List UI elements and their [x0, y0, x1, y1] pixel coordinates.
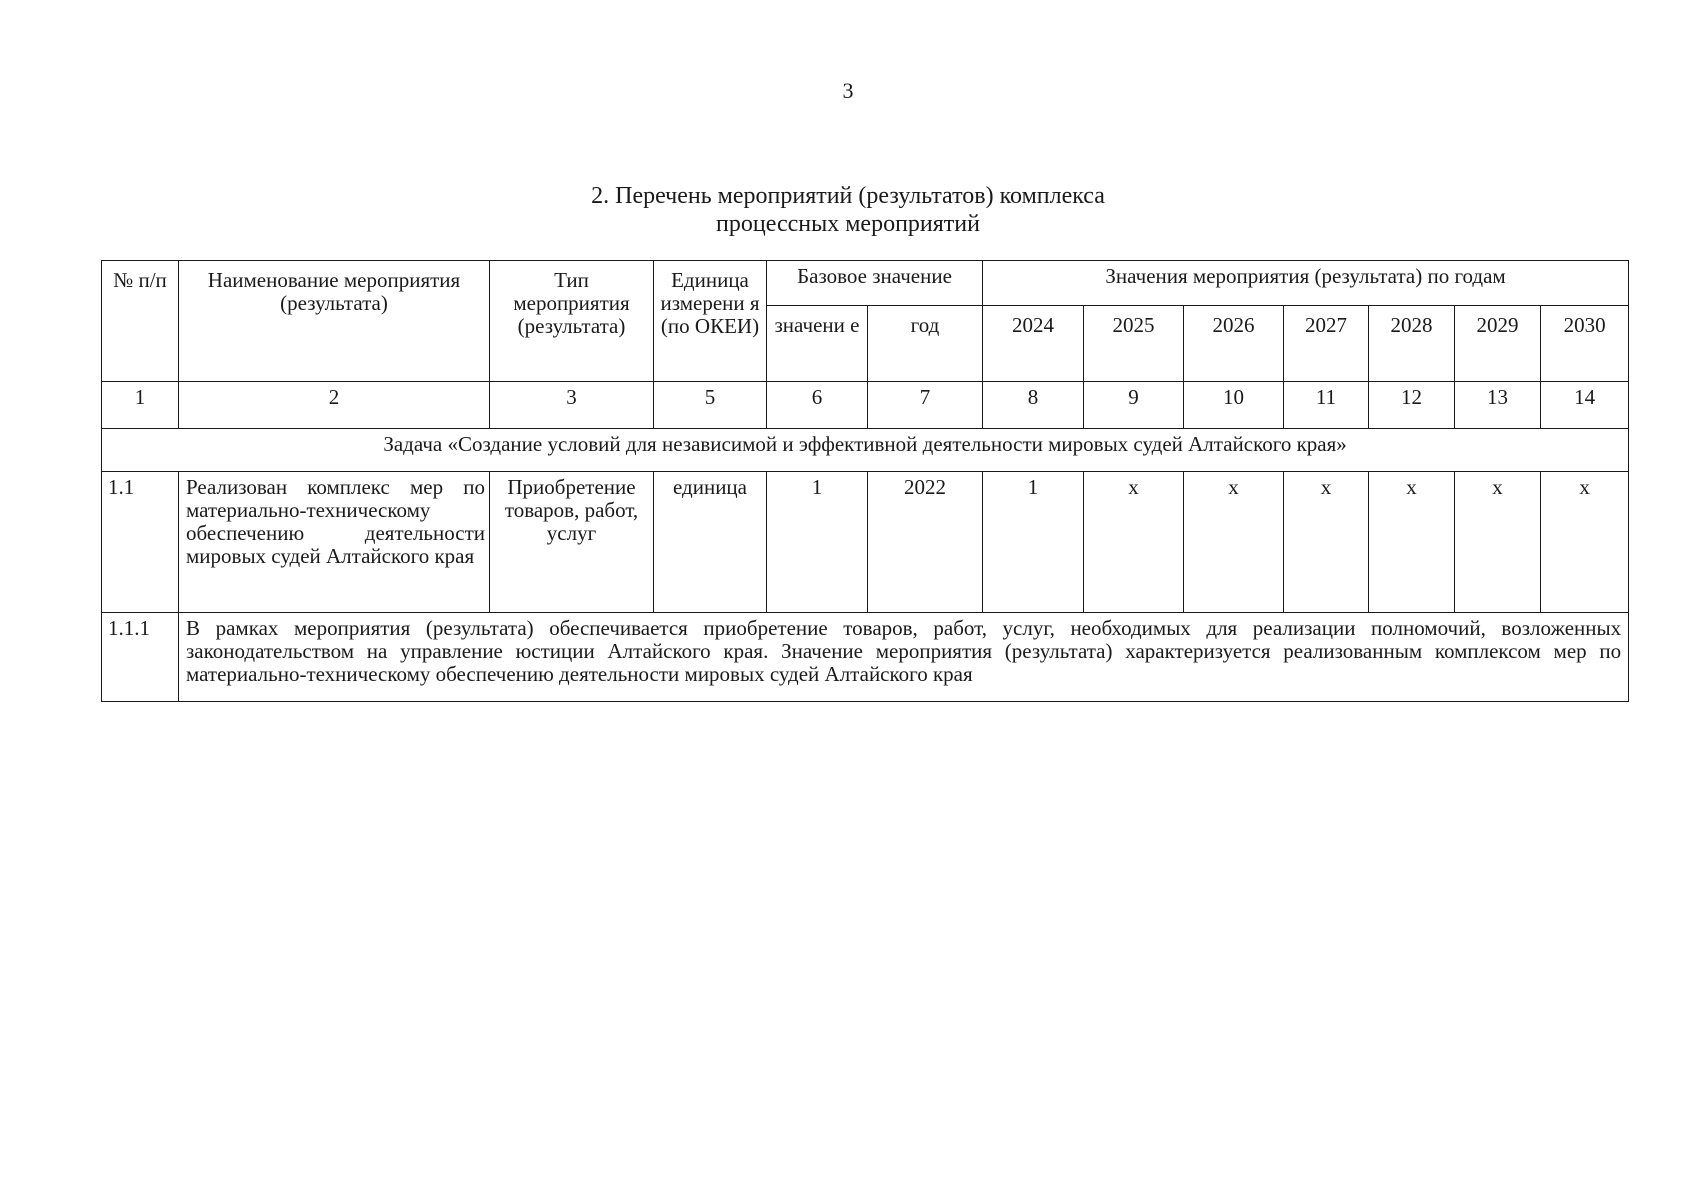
measures-table [101, 260, 1629, 702]
row-base-value: 1 [767, 472, 868, 613]
column-number: 12 [1369, 382, 1455, 429]
header-year-2029: 2029 [1455, 306, 1541, 382]
column-number: 8 [983, 382, 1084, 429]
column-number: 6 [767, 382, 868, 429]
row-base-year: 2022 [868, 472, 983, 613]
column-number: 10 [1184, 382, 1284, 429]
description-row [102, 613, 1629, 702]
row-value-2025: x [1084, 472, 1184, 613]
row-value-2027: x [1284, 472, 1369, 613]
task-row [102, 429, 1629, 472]
header-unit: Единица измерени я (по ОКЕИ) [654, 261, 767, 382]
column-number: 2 [179, 382, 490, 429]
header-year-2026: 2026 [1184, 306, 1284, 382]
header-base-year: год [868, 306, 983, 382]
description-text: В рамках мероприятия (результата) обеспечивается приобретение товаров, работ, услуг, необходимых для реализации полномочий, возложенных законодательством на управление юстиции Алтайского края. Значение мероприятия (результата) характеризуется реализованным комплексом мер по материально-техническому обеспечению деятельности мировых судей Алтайского края [179, 613, 1629, 702]
row-value-2026: x [1184, 472, 1284, 613]
header-year-2025: 2025 [1084, 306, 1184, 382]
document-title [0, 182, 1696, 238]
header-year-2027: 2027 [1284, 306, 1369, 382]
column-number: 14 [1541, 382, 1629, 429]
column-number: 11 [1284, 382, 1369, 429]
row-unit: единица [654, 472, 767, 613]
row-value-2028: x [1369, 472, 1455, 613]
column-number: 5 [654, 382, 767, 429]
header-row-1 [102, 261, 1629, 306]
column-number-row [102, 382, 1629, 429]
header-base-value: значени е [767, 306, 868, 382]
task-text: Задача «Создание условий для независимой и эффективной деятельности мировых судей Алтайского края» [102, 429, 1629, 472]
column-number: 9 [1084, 382, 1184, 429]
title-line-2: процессных мероприятий [716, 211, 980, 237]
header-type: Тип мероприятия (результата) [490, 261, 654, 382]
header-name: Наименование мероприятия (результата) [179, 261, 490, 382]
description-num: 1.1.1 [102, 613, 179, 702]
page-number: 3 [842, 78, 854, 103]
row-value-2029: x [1455, 472, 1541, 613]
row-num: 1.1 [102, 472, 179, 613]
column-number: 7 [868, 382, 983, 429]
column-number: 3 [490, 382, 654, 429]
header-year-2028: 2028 [1369, 306, 1455, 382]
column-number: 1 [102, 382, 179, 429]
title-line-1: 2. Перечень мероприятий (результатов) комплекса [591, 183, 1105, 209]
header-years-group: Значения мероприятия (результата) по годам [983, 261, 1629, 306]
header-base-group: Базовое значение [767, 261, 983, 306]
column-number: 13 [1455, 382, 1541, 429]
row-value-2024: 1 [983, 472, 1084, 613]
header-year-2030: 2030 [1541, 306, 1629, 382]
row-value-2030: x [1541, 472, 1629, 613]
table-row [102, 472, 1629, 613]
header-num: № п/п [102, 261, 179, 382]
row-name: Реализован комплекс мер по материально-техническому обеспечению деятельности мировых судей Алтайского края [179, 472, 490, 613]
row-type: Приобретение товаров, работ, услуг [490, 472, 654, 613]
header-year-2024: 2024 [983, 306, 1084, 382]
